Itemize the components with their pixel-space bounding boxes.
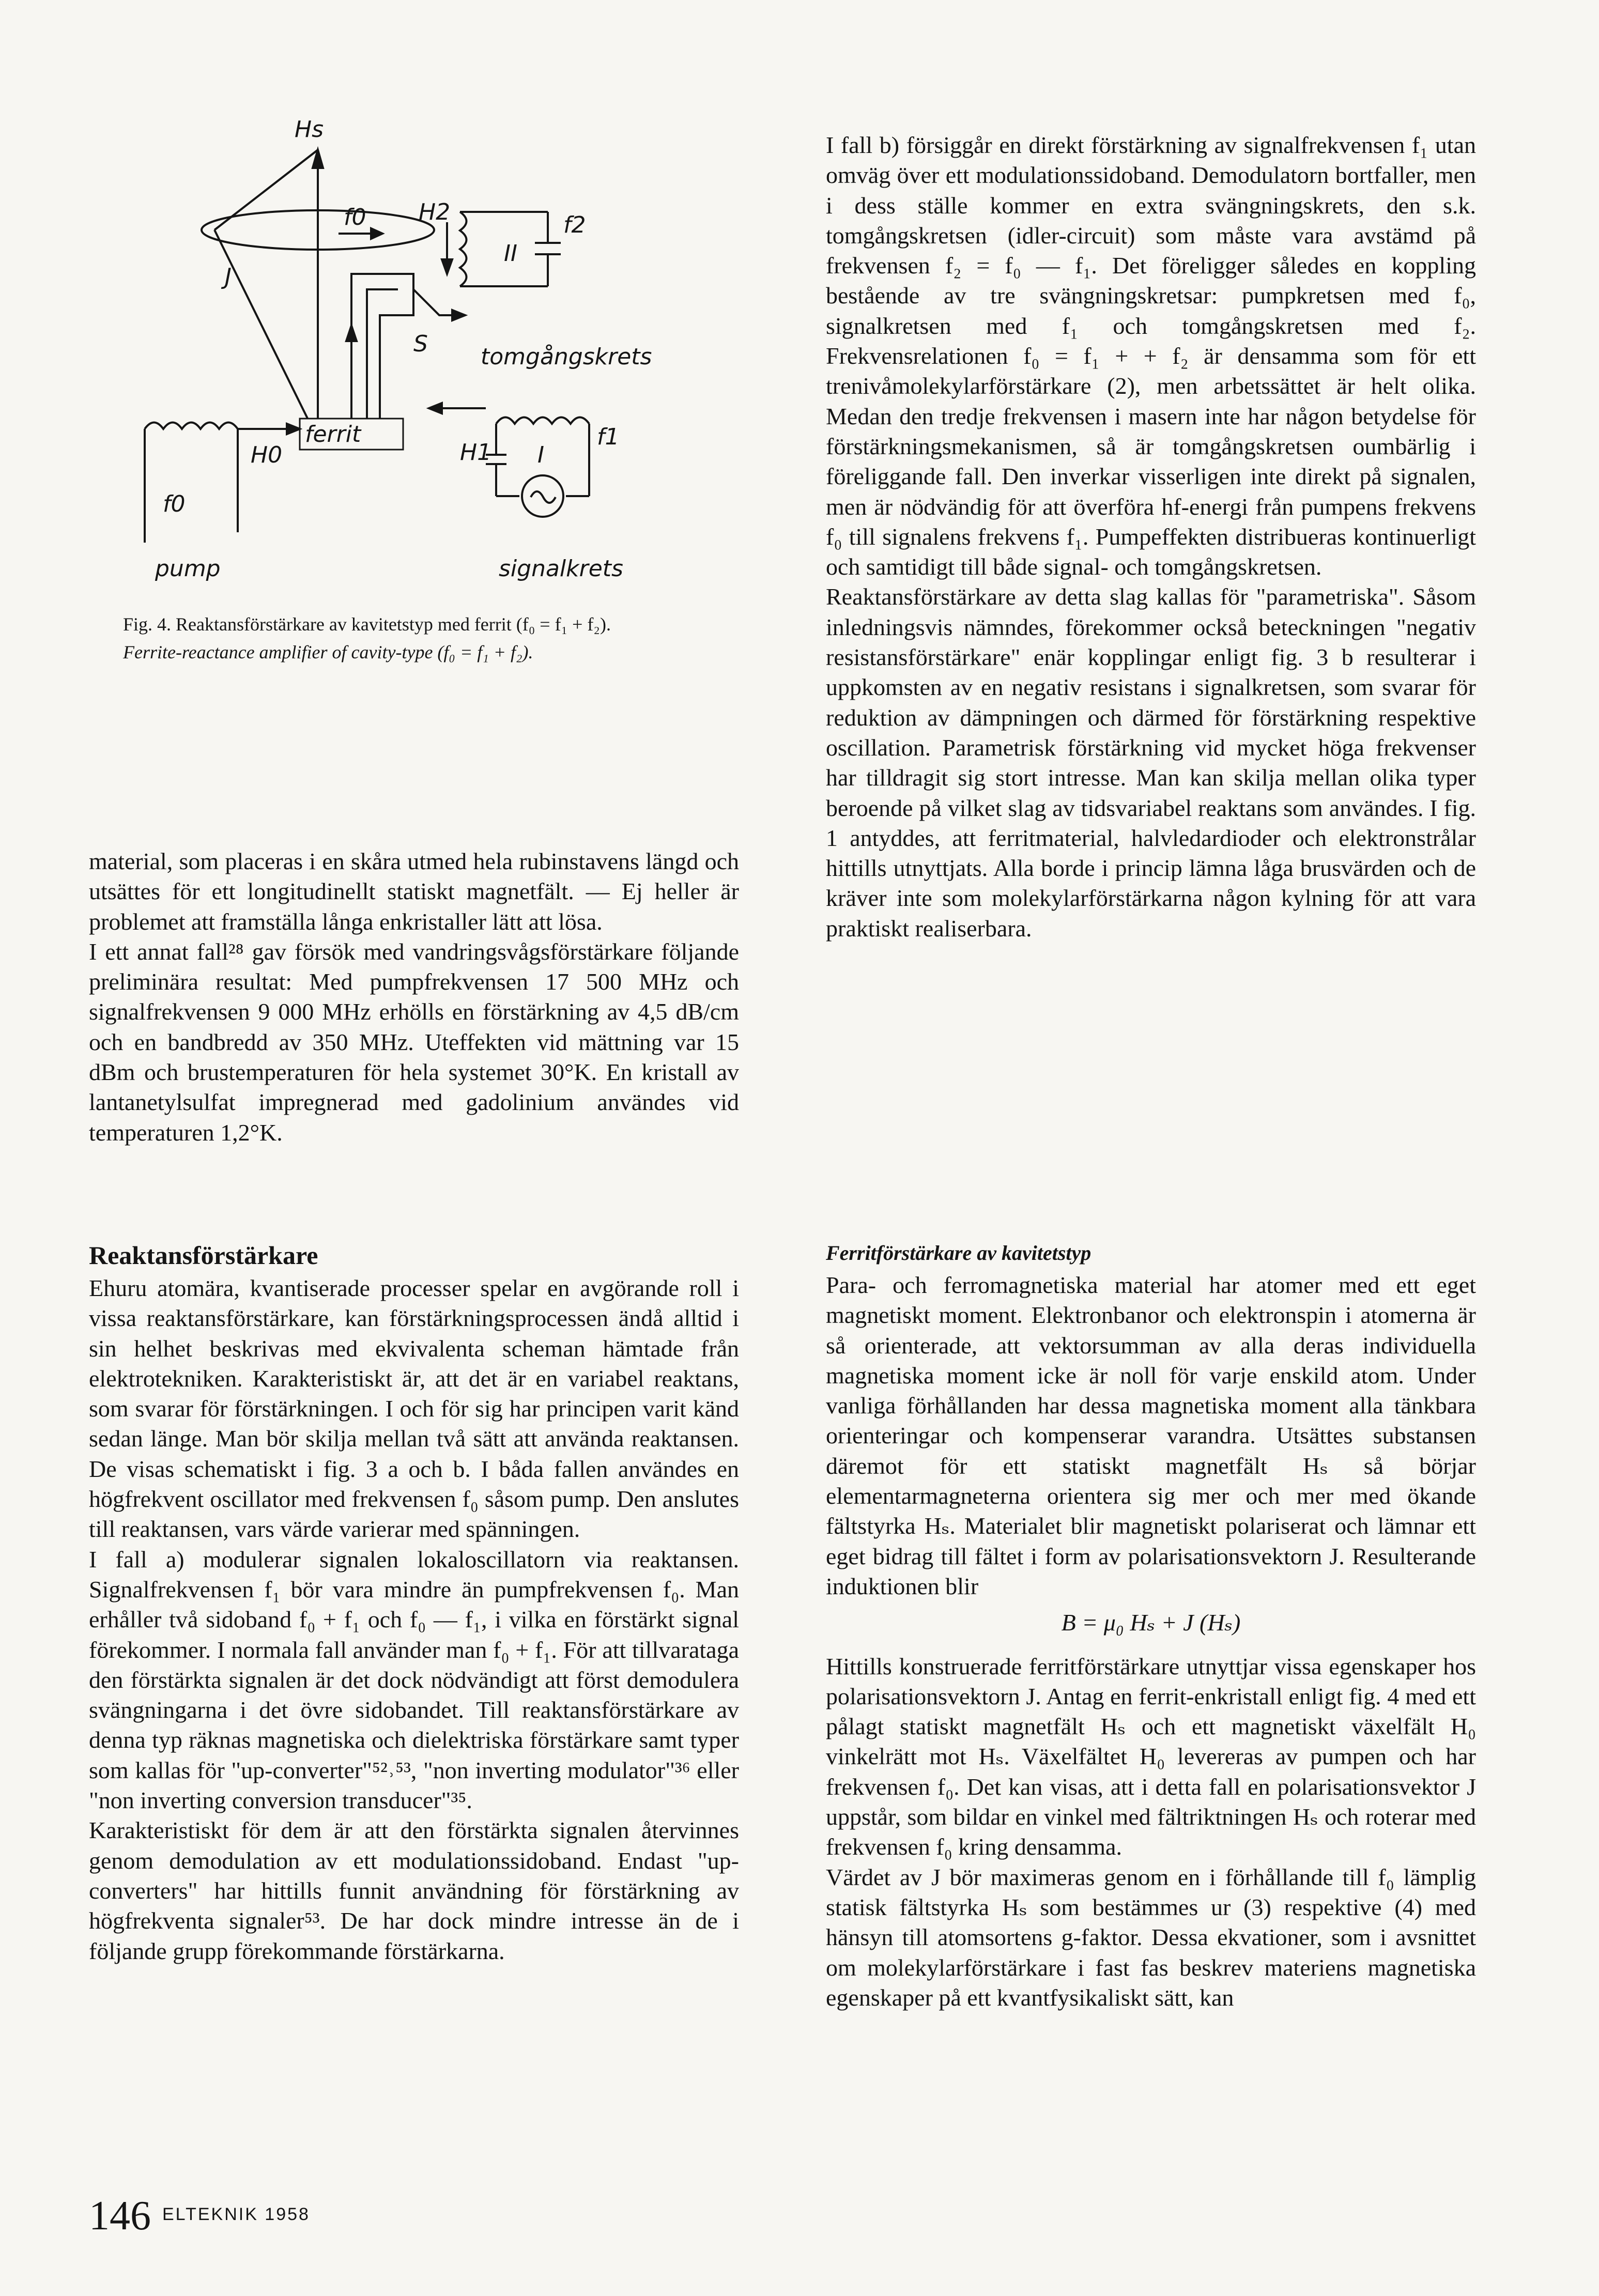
paragraph: Värdet av J bör maximeras genom en i förhållande till f₀ lämplig statisk fältstyrka Hₛ som bestämmes ur (3) respektive (4) med hänsyn till atomsortens g-faktor. Dessa ekvationer, som i avsnittet om molekylarförstärkare i fast fas beskrev materiens magnetiska egenskaper på ett kvantfysikaliskt sätt, kan xyxy=(826,1863,1476,2011)
caption-swedish: Fig. 4. Reaktansförstärkare av kavitetstyp med ferrit (f₀ = f₁ + f₂). xyxy=(123,614,611,635)
section-heading: Reaktansförstärkare xyxy=(89,1241,318,1270)
label-ferrit: ferrit xyxy=(305,421,361,448)
paragraph: material, som placeras i en skåra utmed hela rubinstavens längd och utsättes för ett longitudinellt statiskt magnetfält. — Ej heller är problemet att framställa långa enkristaller lätt att lösa. xyxy=(89,848,739,935)
paragraph: Hittills konstruerade ferritförstärkare utnyttjar vissa egenskaper hos polarisationsvektorn J. Antag en ferrit-enkristall enligt fig. 4 med ett pålagt statiskt magnetfält Hₛ och ett magnetiskt växelfält H₀ vinkelrätt mot Hₛ. Växelfältet H₀ levereras av pumpen och har frekvensen f₀. Det kan visas, att i detta fall en polarisationsvektor J uppstår, som bildar en vinkel med fältriktningen Hₛ och roterar med frekvensen f₀ kring densamma. xyxy=(826,1653,1476,1860)
ferrite-amplifier-diagram xyxy=(124,119,703,584)
right-column-top xyxy=(826,130,1476,944)
label-circuit-i: I xyxy=(537,442,544,468)
left-column-top xyxy=(89,846,739,1148)
paragraph: I fall b) försiggår en direkt förstärkning av signalfrekvensen f₁ utan omväg över ett modulationssidoband. Demodulatorn bortfaller, men i dess ställe kommer en extra svängningskrets, den s.k. tomgångskretsen (idler-circuit) som måste vara avstämd på frekvensen f₂ = f₀ — f₁. Det föreligger således en koppling bestående av tre svängningskretsar: pumpkretsen med f₀, signalkretsen med f₁ och tomgångskretsen med f₂. Frekvensrelationen f₀ = f₁ + + f₂ är densamma som för ett trenivåmolekylarförstärkare (2), men arbetssättet är helt olika. Medan den tredje frekvensen i masern inte har någon betydelse för förstärkningsmekanismen, så är tomgångskretsen oumbärlig i föreliggande fall. Den inverkar visserligen inte direkt på signalen, men är nödvändig för att överföra hf-energi från pumpens frekvens f₀ till signalens frekvens f₁. Pumpeffekten distribueras kontinuerligt och samtidigt till både signal- och tomgångskretsen. xyxy=(826,132,1476,580)
ac-source-icon xyxy=(531,491,556,503)
label-f0-pump: f0 xyxy=(163,491,186,517)
label-j: J xyxy=(225,264,232,290)
label-signalkrets: signalkrets xyxy=(499,556,623,582)
paragraph: Reaktansförstärkare av detta slag kallas för "parametriska". Såsom inledningsvis nämndes, förekommer också beteckningen "negativ resistansförstärkare" enär kopplingar enligt fig. 3 b resulterar i uppkomsten av en negativ resistans i signalkretsen, som svarar för reduktion av dämpningen och därmed för förstärkning respektive oscillation. Parametrisk förstärkning vid mycket höga frekvenser har tilldragit sig stort intresse. Man kan skilja mellan olika typer beroende på vilket slag av tidsvariabel reaktans som användes. I fig. 1 antyddes, att ferritmaterial, halvledardioder och elektronstrålar hittills utnyttjats. Alla borde i princip lämna låga brusvärden och de kräver inte som molekylarförstärkarna någon kylning för att vara praktiskt realiserbara. xyxy=(826,583,1476,942)
page-number: 146 xyxy=(89,2193,151,2239)
left-column-bottom xyxy=(89,1239,739,1966)
label-f0-top: f0 xyxy=(344,204,366,230)
label-hs: Hs xyxy=(295,119,324,143)
paragraph: Para- och ferromagnetiska material har atomer med ett eget magnetiskt moment. Elektronbanor och elektronspin i atomerna är så orienterade, att vektorsumman av alla deras individuella magnetiska moment icke är noll för varje enskild atom. Under vanliga förhållanden har dessa magnetiska moment alla tänkbara orienteringar och kompenserar varandra. Utsättes substansen däremot för ett statiskt magnetfält Hₛ så börjar elementarmagneterna orientera sig mer och mer med ökande fältstyrka Hₛ. Materialet blir magnetiskt polariserat och lämnar ett eget bidrag till fältet i form av polarisationsvektorn J. Resulterande induktionen blir xyxy=(826,1272,1476,1599)
caption-english: Ferrite-reactance amplifier of cavity-type (f₀ = f₁ + f₂). xyxy=(123,642,533,662)
label-tomgangskrets: tomgångskrets xyxy=(481,344,652,370)
label-h1: H1 xyxy=(460,439,492,466)
label-circuit-ii: II xyxy=(504,240,517,267)
label-pump: pump xyxy=(155,556,221,582)
label-f1: f1 xyxy=(597,424,620,450)
paragraph: I ett annat fall²⁸ gav försök med vandringsvågsförstärkare följande preliminära resultat: Med pumpfrekvensen 17 500 MHz och signalfrekvensen 9 000 MHz erhölls en förstärkning av 4,5 dB/cm och en bandbredd av 350 MHz. Uteffekten vid mättning var 15 dBm och brustemperaturen för hela systemet 30°K. En kristall av lantanetylsulfat impregnerad med gadolinium användes vid temperaturen 1,2°K. xyxy=(89,938,739,1146)
label-s: S xyxy=(413,331,428,357)
figure-caption xyxy=(123,612,738,664)
subsection-heading: Ferritförstärkare av kavitetstyp xyxy=(826,1241,1091,1265)
label-h2: H2 xyxy=(419,199,451,225)
journal-name: ELTEKNIK 1958 xyxy=(162,2205,310,2224)
paragraph: I fall a) modulerar signalen lokaloscillatorn via reaktansen. Signalfrekvensen f₁ bör vara mindre än pumpfrekvensen f₀. Man erhåller två sidoband f₀ + f₁ och f₀ — f₁, i vilka en förstärkt signal förekommer. I normala fall använder man f₀ + f₁. För att tillvaratagа den förstärkta signalen är det dock nödvändigt att först demodulera svängningarna i det övre sidobandet. Till reaktansförstärkare av denna typ räknas magnetiska och dielektriska förstärkare samt typer som kallas för "up-converter"⁵²˒⁵³, "non inverting modulator"³⁶ eller "non inverting conversion transducer"³⁵. xyxy=(89,1546,739,1814)
paragraph: Ehuru atomära, kvantiserade processer spelar en avgörande roll i vissa reaktansförstärkare, kan förstärkningsprocessen ändå alltid i sin helhet beskrivas med ekvivalenta scheman hämtade från elektrotekniken. Karakteristiskt är, att det är en variabel reaktans, som svarar för förstärkningen. I och för sig har principen varit känd sedan länge. Man bör skilja mellan två sätt att använda reaktansen. De visas schematiskt i fig. 3 a och b. I båda fallen användes en högfrekvent oscillator med frekvensen f₀ såsom pump. Den anslutes till reaktansen, vars värde varierar med spänningen. xyxy=(89,1275,739,1543)
label-h0: H0 xyxy=(251,442,283,468)
figure-4 xyxy=(124,119,703,584)
equation: B = μ₀ Hₛ + J (Hₛ) xyxy=(1061,1609,1241,1636)
paragraph: Karakteristiskt för dem är att den förstärkta signalen återvinnes genom demodulation av ett modulationssidoband. Endast "up-converters" har hittills funnit användning för förstärkning av högfrekventa signaler⁵³. De har dock mindre intresse än de i följande grupp förekommande förstärkarna. xyxy=(89,1817,739,1964)
right-column-bottom xyxy=(826,1238,1476,2013)
page-footer xyxy=(89,2191,310,2239)
label-f2: f2 xyxy=(563,212,586,238)
